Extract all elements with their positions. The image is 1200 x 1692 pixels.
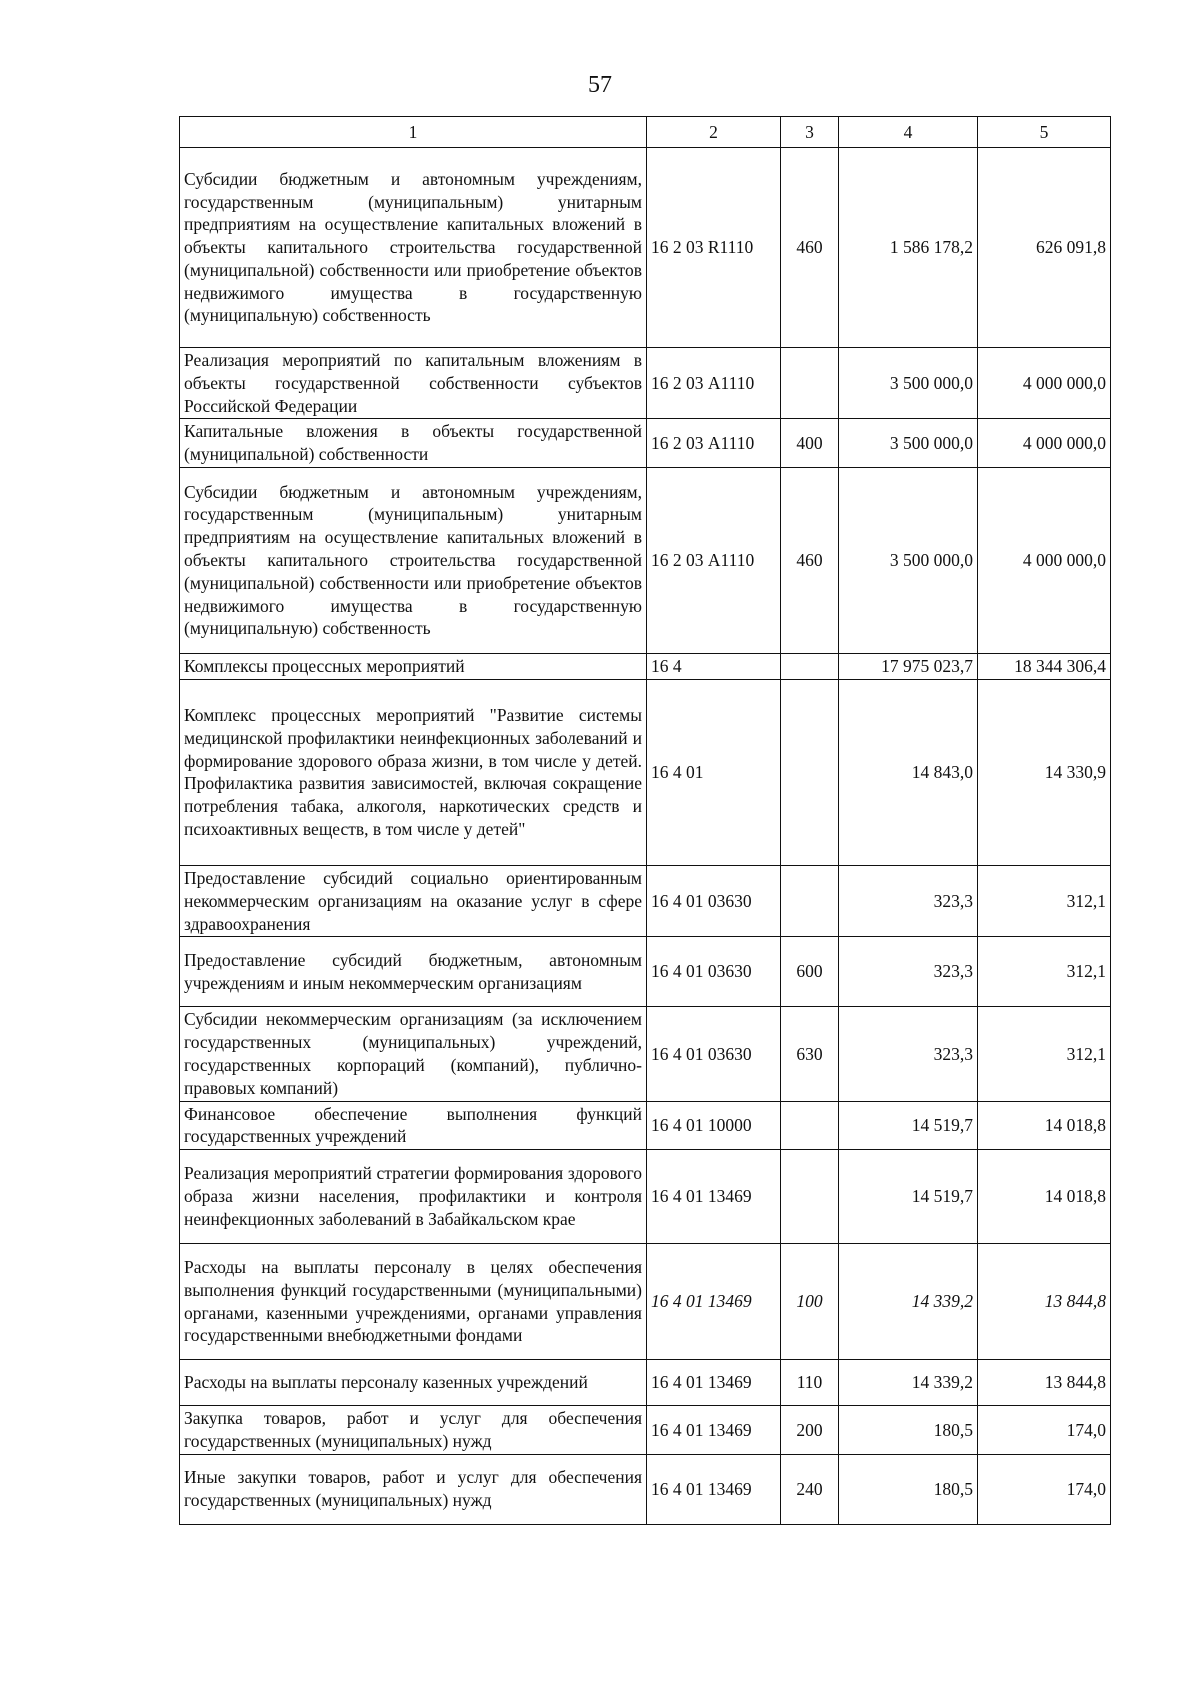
row-value-col5: 13 844,8: [978, 1244, 1111, 1360]
header-row: [180, 117, 1111, 148]
row-code: 16 4 01 13469: [647, 1150, 781, 1244]
row-value-col4: 1 586 178,2: [839, 148, 978, 348]
table-row: [180, 419, 1111, 468]
row-value-col4: 14 519,7: [839, 1101, 978, 1150]
row-value-col5: 14 018,8: [978, 1101, 1111, 1150]
row-type: 460: [781, 148, 839, 348]
table-row: [180, 1150, 1111, 1244]
row-type: [781, 653, 839, 679]
header-col-3: 3: [781, 117, 839, 148]
row-name: Иные закупки товаров, работ и услуг для обеспечения государственных (муниципальных) нужд: [180, 1454, 647, 1524]
row-code: 16 4 01 03630: [647, 865, 781, 936]
row-code: 16 2 03 R1110: [647, 148, 781, 348]
row-code: 16 4 01: [647, 679, 781, 865]
row-value-col4: 17 975 023,7: [839, 653, 978, 679]
row-type: 100: [781, 1244, 839, 1360]
row-code: 16 4 01 10000: [647, 1101, 781, 1150]
row-code: 16 4 01 13469: [647, 1244, 781, 1360]
row-code: 16 4 01 13469: [647, 1360, 781, 1406]
table-row: [180, 937, 1111, 1007]
table-row: [180, 1406, 1111, 1455]
table-row: [180, 1244, 1111, 1360]
row-type: [781, 679, 839, 865]
row-name: Субсидии бюджетным и автономным учреждениям, государственным (муниципальным) унитарным предприятиям на осуществление капитальных вложений в объекты капитального строительства государственной (муниципальной) собственности или приобретение объектов недвижимого имущества в государственную (муниципальную) собственность: [180, 467, 647, 653]
row-name: Предоставление субсидий социально ориентированным некоммерческим организациям на оказание услуг в сфере здравоохранения: [180, 865, 647, 936]
table-row: [180, 467, 1111, 653]
row-code: 16 2 03 А1110: [647, 419, 781, 468]
table-row: [180, 348, 1111, 419]
table-row: [180, 1007, 1111, 1101]
row-code: 16 4: [647, 653, 781, 679]
row-type: [781, 1150, 839, 1244]
row-value-col5: 13 844,8: [978, 1360, 1111, 1406]
row-value-col4: 323,3: [839, 937, 978, 1007]
row-value-col4: 3 500 000,0: [839, 348, 978, 419]
row-name: Финансовое обеспечение выполнения функций государственных учреждений: [180, 1101, 647, 1150]
row-code: 16 2 03 А1110: [647, 467, 781, 653]
page-number: 57: [588, 72, 612, 98]
row-code: 16 2 03 А1110: [647, 348, 781, 419]
row-type: 200: [781, 1406, 839, 1455]
header-col-5: 5: [978, 117, 1111, 148]
row-name: Расходы на выплаты персоналу казенных учреждений: [180, 1360, 647, 1406]
row-value-col4: 14 843,0: [839, 679, 978, 865]
row-code: 16 4 01 03630: [647, 937, 781, 1007]
row-code: 16 4 01 13469: [647, 1454, 781, 1524]
row-type: [781, 865, 839, 936]
row-value-col4: 180,5: [839, 1454, 978, 1524]
table-row: [180, 1101, 1111, 1150]
row-name: Комплекс процессных мероприятий "Развитие системы медицинской профилактики неинфекционных заболеваний и формирование здорового образа жизни, в том числе у детей. Профилактика развития зависимостей, включая сокращение потребления табака, алкоголя, наркотических средств и психоактивных веществ, в том числе у детей": [180, 679, 647, 865]
row-value-col5: 312,1: [978, 865, 1111, 936]
row-value-col5: 4 000 000,0: [978, 467, 1111, 653]
row-type: [781, 1101, 839, 1150]
row-name: Капитальные вложения в объекты государственной (муниципальной) собственности: [180, 419, 647, 468]
table-row: [180, 148, 1111, 348]
row-type: 400: [781, 419, 839, 468]
row-name: Комплексы процессных мероприятий: [180, 653, 647, 679]
header-col-4: 4: [839, 117, 978, 148]
row-value-col5: 18 344 306,4: [978, 653, 1111, 679]
row-type: 600: [781, 937, 839, 1007]
budget-table: [179, 116, 1111, 1525]
table-row: [180, 1360, 1111, 1406]
header-col-1: 1: [180, 117, 647, 148]
table-row: [180, 653, 1111, 679]
row-value-col5: 4 000 000,0: [978, 419, 1111, 468]
row-type: 110: [781, 1360, 839, 1406]
row-name: Реализация мероприятий по капитальным вложениям в объекты государственной собственности субъектов Российской Федерации: [180, 348, 647, 419]
row-value-col4: 14 519,7: [839, 1150, 978, 1244]
row-code: 16 4 01 03630: [647, 1007, 781, 1101]
row-value-col4: 3 500 000,0: [839, 467, 978, 653]
row-name: Субсидии бюджетным и автономным учреждениям, государственным (муниципальным) унитарным предприятиям на осуществление капитальных вложений в объекты капитального строительства государственной (муниципальной) собственности или приобретение объектов недвижимого имущества в государственную (муниципальную) собственность: [180, 148, 647, 348]
row-value-col5: 312,1: [978, 1007, 1111, 1101]
row-name: Реализация мероприятий стратегии формирования здорового образа жизни населения, профилактики и контроля неинфекционных заболеваний в Забайкальском крае: [180, 1150, 647, 1244]
row-name: Расходы на выплаты персоналу в целях обеспечения выполнения функций государственными (муниципальными) органами, казенными учреждениями, органами управления государственными внебюджетными фондами: [180, 1244, 647, 1360]
row-value-col5: 14 330,9: [978, 679, 1111, 865]
row-name: Закупка товаров, работ и услуг для обеспечения государственных (муниципальных) нужд: [180, 1406, 647, 1455]
row-type: 630: [781, 1007, 839, 1101]
table-row: [180, 679, 1111, 865]
row-name: Субсидии некоммерческим организациям (за исключением государственных (муниципальных) учреждений, государственных корпораций (компаний), публично-правовых компаний): [180, 1007, 647, 1101]
row-type: 240: [781, 1454, 839, 1524]
row-value-col5: 4 000 000,0: [978, 348, 1111, 419]
row-type: 460: [781, 467, 839, 653]
header-col-2: 2: [647, 117, 781, 148]
row-value-col5: 174,0: [978, 1406, 1111, 1455]
row-value-col5: 14 018,8: [978, 1150, 1111, 1244]
row-type: [781, 348, 839, 419]
row-value-col4: 323,3: [839, 865, 978, 936]
table-row: [180, 865, 1111, 936]
row-code: 16 4 01 13469: [647, 1406, 781, 1455]
table-row: [180, 1454, 1111, 1524]
row-name: Предоставление субсидий бюджетным, автономным учреждениям и иным некоммерческим организациям: [180, 937, 647, 1007]
row-value-col5: 174,0: [978, 1454, 1111, 1524]
row-value-col5: 626 091,8: [978, 148, 1111, 348]
row-value-col4: 3 500 000,0: [839, 419, 978, 468]
row-value-col4: 180,5: [839, 1406, 978, 1455]
row-value-col4: 14 339,2: [839, 1360, 978, 1406]
row-value-col4: 14 339,2: [839, 1244, 978, 1360]
row-value-col4: 323,3: [839, 1007, 978, 1101]
row-value-col5: 312,1: [978, 937, 1111, 1007]
